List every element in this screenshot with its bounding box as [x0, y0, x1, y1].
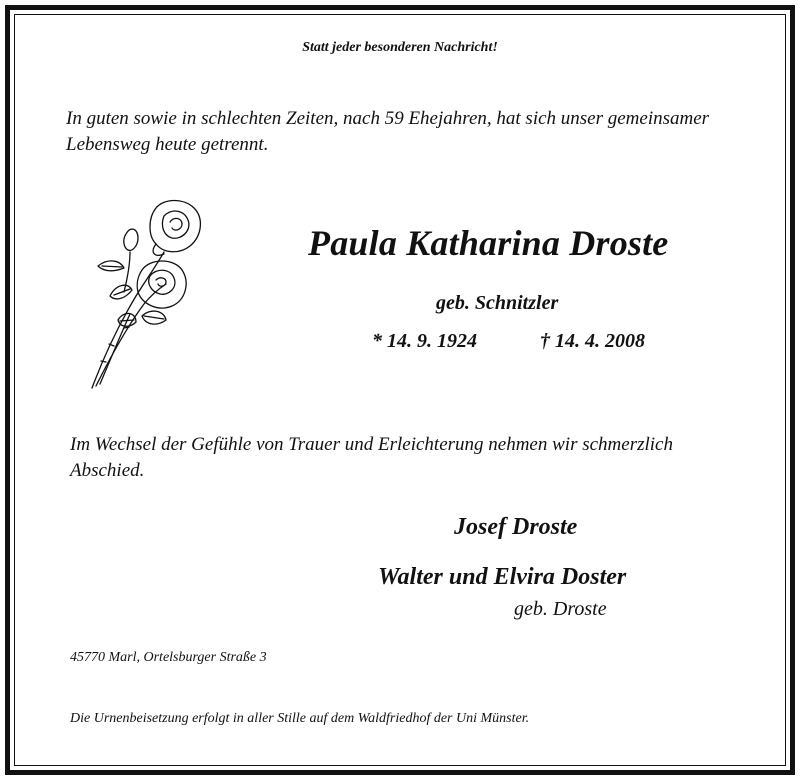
- death-date: † 14. 4. 2008: [540, 330, 645, 352]
- notice-header: Statt jeder besonderen Nachricht!: [302, 40, 498, 55]
- intro-text: In guten sowie in schlechten Zeiten, nach 59 Ehejahren, hat sich unser gemeinsamer Lebensweg heute getrennt.: [66, 108, 710, 155]
- rose-icon: [84, 196, 212, 392]
- mourner-name: Josef Droste: [454, 514, 578, 540]
- mourner-name: Walter und Elvira Doster: [378, 564, 627, 590]
- burial-note: Die Urnenbeisetzung erfolgt in aller Stille auf dem Waldfriedhof der Uni Münster.: [70, 711, 530, 726]
- farewell-text: Im Wechsel der Gefühle von Trauer und Erleichterung nehmen wir schmerzlich Abschied.: [70, 434, 673, 481]
- birth-date: * 14. 9. 1924: [372, 330, 477, 352]
- maiden-name: geb. Schnitzler: [436, 292, 559, 314]
- deceased-name: Paula Katharina Droste: [308, 223, 669, 263]
- mourner-maiden-name: geb. Droste: [514, 598, 607, 620]
- address: 45770 Marl, Ortelsburger Straße 3: [70, 650, 267, 665]
